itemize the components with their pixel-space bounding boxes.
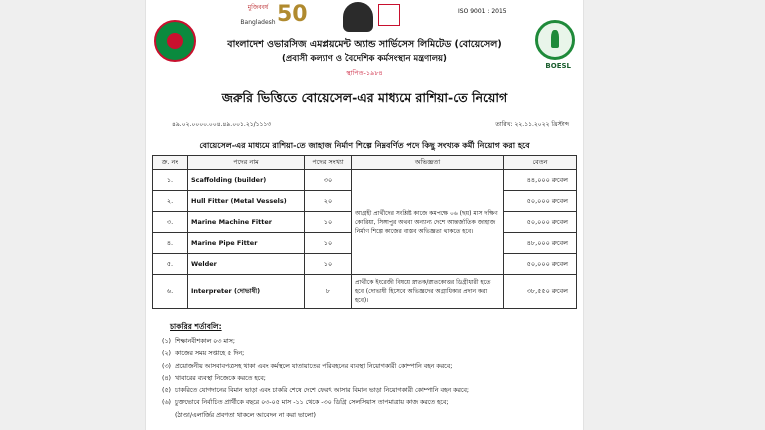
list-item <box>162 336 577 348</box>
row-count: ৮ <box>305 275 352 309</box>
table-row <box>153 170 577 191</box>
row-serial: ৫. <box>153 254 188 275</box>
mujib-year-logo <box>240 2 308 30</box>
condition-text: চাকরিতে যোগদানের বিমান ভাড়া এবং চাকরি শেষে দেশে ফেরৎ আসার বিমান ভাড়া নিয়োগকারী কোম্পানি বহন করবে; <box>175 387 470 395</box>
letterhead <box>146 0 583 80</box>
positions-table <box>152 155 577 309</box>
col-count: পদের সংখ্যা <box>305 156 352 170</box>
row-salary: ৪৮,০০০ রুবেল <box>504 233 577 254</box>
row-position: Marine Machine Fitter <box>188 212 305 233</box>
condition-number: (৬) <box>162 399 172 407</box>
row-salary: ৫০,০০০ রুবেল <box>504 254 577 275</box>
row-salary: ৪৪,০০০ রুবেল <box>504 170 577 191</box>
col-experience: অভিজ্ঞতা <box>352 156 504 170</box>
row-serial: ৪. <box>153 233 188 254</box>
row-position: Scaffolding (builder) <box>188 170 305 191</box>
condition-text: (ঠাণ্ডা/এলার্জির প্রবণতা থাকলে আবেদন না করা ভালো) <box>175 411 316 419</box>
row-count: ১০ <box>305 212 352 233</box>
condition-number: (২) <box>162 350 172 358</box>
col-serial: ক্র. নং <box>153 156 188 170</box>
table-header-row <box>153 156 577 170</box>
row-salary: ৫০,০০০ রুবেল <box>504 212 577 233</box>
boesl-logo-text: BOESL <box>545 62 571 70</box>
row-count: ১০ <box>305 233 352 254</box>
memo-number: ৪৯.০২.০০০০.০০৪.৪৯.০০১.২১/১১১৩ <box>172 121 272 128</box>
iso-certification: ISO 9001 : 2015 <box>458 8 507 15</box>
portrait-image <box>343 2 373 32</box>
condition-number: (৩) <box>162 362 172 370</box>
condition-text: চুক্তভোবে নির্বাচিত প্রার্থীকে বছরে ০৩-০৫ মাস -১১ থেকে -৩০ ডিগ্রি সেলসিয়াস তাপমাত্রায় কাজ করতে হবে; <box>175 399 449 407</box>
list-item <box>162 385 577 397</box>
recruitment-notice <box>145 0 584 430</box>
list-item <box>162 397 577 409</box>
row-serial: ৬. <box>153 275 188 309</box>
condition-number: (৪) <box>162 374 171 382</box>
list-item <box>162 373 577 385</box>
intro-line: বোয়েসেল-এর মাধ্যমে রাশিয়া-তে জাহাজ নির্মাণ শিল্পে নিম্নবর্ণিত পদে কিছু সংখ্যক কর্মী নিয়োগ করা হবে <box>199 141 530 150</box>
row-serial: ৩. <box>153 212 188 233</box>
list-item <box>162 361 577 373</box>
experience-requirement: আগ্রহী প্রার্থীদের সংশ্লিষ্ট কাজে কমপক্ষে ০৬ (ছয়) মাস দক্ষিণ কোরিয়া, সিঙ্গাপুর অথবা অন্যান্য দেশে আন্তর্জাতিক জাহাজ নির্মাণ শিল্পে কাজের বাস্তব অভিজ্ঞতা থাকতে হবে। <box>352 170 504 275</box>
row-serial: ১. <box>153 170 188 191</box>
row-position: Hull Fitter (Metal Vessels) <box>188 191 305 212</box>
condition-text: প্রয়োজনীয় আসবাবপত্রসহ থাকা এবং কর্মস্থলে যাতায়াতের পরিবহনের ব্যবস্থা নিয়োগকারী কোম্পানি বহন করবে; <box>175 362 453 370</box>
condition-text: খাবারের ব্যবস্থা নিজেকে করতে হবে; <box>175 374 266 382</box>
conditions-list <box>162 336 577 422</box>
interpreter-requirement: প্রার্থীকে ইংরেজী বিষয়ে স্নাতক/স্নাতকোত্তর ডিগ্রীধারী হতে হবে (দোভাষী হিসেবে অভিজ্ঞদের অগ্রাধিকার প্রদান করা হবে)। <box>352 275 504 309</box>
row-serial: ২. <box>153 191 188 212</box>
condition-number: (৫) <box>162 387 171 395</box>
condition-number: (১) <box>162 338 171 345</box>
country-label: Bangladesh <box>240 19 276 26</box>
conditions-heading: চাকরির শর্তাবলি: <box>170 322 222 331</box>
organization-name: বাংলাদেশ ওভারসিজ এমপ্লয়মেন্ট অ্যান্ড সার্ভিসেস লিমিটেড (বোয়েসেল) <box>227 39 502 50</box>
table-row <box>153 275 577 309</box>
condition-text: শিক্ষানবীশকাল ০৩ মাস; <box>175 338 235 345</box>
row-salary: ৩৮,৫৫০ রুবেল <box>504 275 577 309</box>
list-item <box>162 410 577 422</box>
row-count: ১০ <box>305 254 352 275</box>
list-item <box>162 348 577 360</box>
condition-text: কাজের সময় সপ্তাহে ৫ দিন; <box>175 350 245 358</box>
notice-title: জরুরি ভিত্তিতে বোয়েসেল-এর মাধ্যমে রাশিয়া-তে নিয়োগ <box>221 90 508 105</box>
row-count: ৩০ <box>305 170 352 191</box>
notice-date: তারিখ: ২২.১১.২০২২ খ্রিস্টাব্দ <box>495 121 569 128</box>
row-position: Interpreter (দোভাষী) <box>188 275 305 309</box>
row-position: Welder <box>188 254 305 275</box>
col-salary: বেতন <box>504 156 577 170</box>
row-salary: ৫০,০০০ রুবেল <box>504 191 577 212</box>
jubilee-number: 50 <box>277 2 308 27</box>
ministry-name: (প্রবাসী কল্যাণ ও বৈদেশিক কর্মসংস্থান মন্ত্রণালয়) <box>282 54 447 64</box>
row-count: ২০ <box>305 191 352 212</box>
established-year: স্থাপিত-১৯৮৪ <box>346 69 383 77</box>
centenary-logo-icon <box>378 4 400 26</box>
row-position: Marine Pipe Fitter <box>188 233 305 254</box>
col-position: পদের নাম <box>188 156 305 170</box>
mujib-year-text: মুজিববর্ষ <box>247 4 269 11</box>
